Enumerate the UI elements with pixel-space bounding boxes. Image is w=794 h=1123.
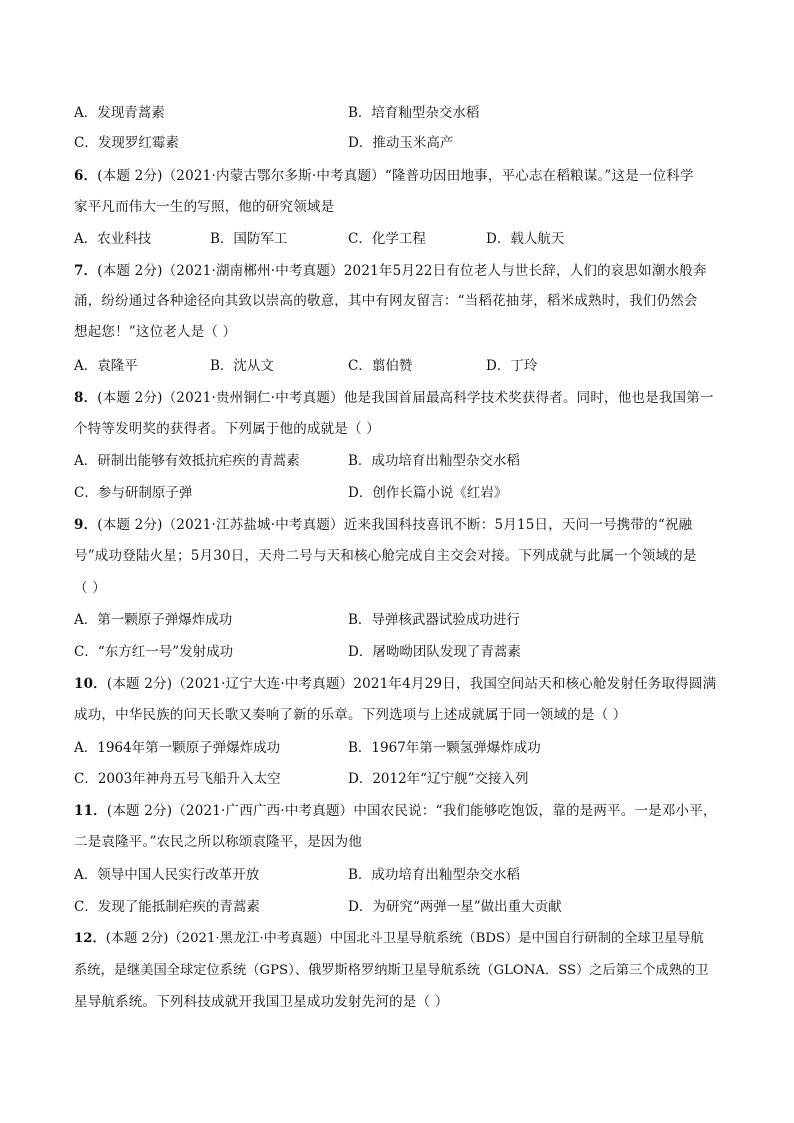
question-11-line-2: 二是袁隆平。”农民之所以称颂袁隆平，是因为他 — [74, 834, 363, 850]
q5-option-d[interactable]: D．推动玉米高产 — [348, 135, 454, 151]
q5-option-b[interactable]: B．培育籼型杂交水稻 — [348, 105, 480, 121]
question-source: (本题 2分)（2021·黑龙江·中考真题） — [105, 931, 330, 946]
q5-option-c[interactable]: C．发现罗红霉素 — [74, 135, 179, 151]
question-number: 11． — [74, 803, 107, 819]
q5-option-a[interactable]: A．发现青蒿素 — [74, 105, 165, 121]
q8-option-b[interactable]: B．成功培育出籼型杂交水稻 — [348, 453, 520, 469]
question-text: 2021年4月29日，我国空间站天和核心舱发射任务取得圆满 — [353, 676, 717, 692]
question-source: (本题 2分)（2021·江苏盐城·中考真题） — [97, 517, 344, 533]
question-source: (本题 2分)（2021·辽宁大连·中考真题） — [106, 676, 354, 692]
q6-option-d[interactable]: D．载人航天 — [486, 231, 565, 247]
q11-option-c[interactable]: C．发现了能抵制疟疾的青蒿素 — [74, 899, 260, 915]
question-number: 10． — [74, 676, 107, 692]
question-text: 他是我国首届最高科学技术奖获得者。同时，他也是我国第一 — [343, 390, 714, 406]
question-10-line-1 — [74, 675, 716, 693]
q7-option-b[interactable]: B．沈从文 — [210, 358, 274, 374]
q8-option-c[interactable]: C．参与研制原子弹 — [74, 485, 193, 501]
question-9-line-3: （ ） — [74, 580, 106, 596]
q11-option-a[interactable]: A．领导中国人民实行改革开放 — [74, 867, 260, 883]
q6-option-b[interactable]: B．国防军工 — [210, 231, 288, 247]
question-number: 9． — [74, 517, 98, 533]
question-12-line-2: 系统，是继美国全球定位系统（GPS）、俄罗斯格罗纳斯卫星导航系统（GLONA．SS）之后第三个成熟的卫 — [74, 963, 709, 978]
q7-option-d[interactable]: D．丁玲 — [486, 358, 538, 374]
question-10-line-2: 成功，中华民族的问天长歌又奏响了新的乐章。下列选项与上述成就属于同一领域的是（ ） — [74, 707, 627, 723]
question-7-line-2: 涌，纷纷通过各种途径向其致以崇高的敬意，其中有网友留言：“当稻花抽芽，稻米成熟时，我们仍然会 — [74, 293, 698, 309]
q10-option-c[interactable]: C．2003年神舟五号飞船升入太空 — [74, 771, 281, 787]
question-6-line-1 — [74, 167, 694, 185]
question-text: 中国北斗卫星导航系统（BDS）是中国自行研制的全球卫星导航 — [329, 931, 704, 946]
q7-option-a[interactable]: A．袁隆平 — [74, 358, 138, 374]
q9-option-c[interactable]: C．“东方红一号”发射成功 — [74, 644, 234, 660]
q8-option-d[interactable]: D．创作长篇小说《红岩》 — [348, 485, 508, 501]
q6-option-c[interactable]: C．化学工程 — [348, 231, 426, 247]
q6-option-a[interactable]: A．农业科技 — [74, 231, 152, 247]
question-7-line-1 — [74, 262, 707, 280]
question-text: 近来我国科技喜讯不断：5月15日，天问一号携带的“祝融 — [343, 517, 693, 533]
question-8-line-1 — [74, 389, 714, 407]
question-number: 7． — [74, 263, 98, 279]
question-source: (本题 2分)（2021·内蒙古鄂尔多斯·中考真题） — [97, 168, 385, 184]
question-text: “隆普功因田地事，平心志在稻粮谋。”这是一位科学 — [384, 168, 694, 184]
q9-option-d[interactable]: D．屠呦呦团队发现了青蒿素 — [348, 644, 521, 660]
question-number: 6． — [74, 168, 98, 184]
question-source: (本题 2分)（2021·广西广西·中考真题） — [106, 803, 354, 819]
q10-option-a[interactable]: A．1964年第一颗原子弹爆炸成功 — [74, 740, 281, 756]
q10-option-b[interactable]: B．1967年第一颗氢弹爆炸成功 — [348, 740, 541, 756]
q7-option-c[interactable]: C．翦伯赞 — [348, 358, 413, 374]
question-number: 8． — [74, 390, 98, 406]
question-text: 中国农民说：“我们能够吃饱饭，靠的是两平。一是邓小平， — [353, 803, 717, 819]
question-source: (本题 2分)（2021·贵州铜仁·中考真题） — [97, 390, 344, 406]
question-9-line-1 — [74, 516, 692, 534]
question-source: (本题 2分)（2021·湖南郴州·中考真题） — [97, 263, 344, 279]
question-11-line-1 — [74, 802, 717, 820]
q9-option-a[interactable]: A．第一颗原子弹爆炸成功 — [74, 612, 233, 628]
question-text: 2021年5月22日有位老人与世长辞，人们的哀思如潮水般奔 — [343, 263, 707, 279]
q11-option-b[interactable]: B．成功培育出籼型杂交水稻 — [348, 867, 520, 883]
question-7-line-3: 想起您！”这位老人是（ ） — [74, 324, 237, 340]
q9-option-b[interactable]: B．导弹核武器试验成功进行 — [348, 612, 520, 628]
q10-option-d[interactable]: D．2012年“辽宁舰”交接入列 — [348, 771, 529, 787]
q8-option-a[interactable]: A．研制出能够有效抵抗疟疾的青蒿素 — [74, 453, 300, 469]
question-12-line-1 — [74, 930, 704, 948]
question-6-line-2: 家平凡而伟大一生的写照，他的研究领域是 — [74, 199, 335, 215]
question-number: 12． — [74, 931, 106, 946]
question-8-line-2: 个特等发明奖的获得者。下列属于他的成就是（ ） — [74, 421, 380, 437]
question-12-line-3: 星导航系统。下列科技成就开我国卫星成功发射先河的是（ ） — [74, 994, 449, 1010]
q11-option-d[interactable]: D．为研究“两弹一星”做出重大贡献 — [348, 899, 562, 915]
question-9-line-2: 号”成功登陆火星；5月30日，天舟二号与天和核心舱完成自主交会对接。下列成就与此属一个领域的是 — [74, 548, 697, 564]
